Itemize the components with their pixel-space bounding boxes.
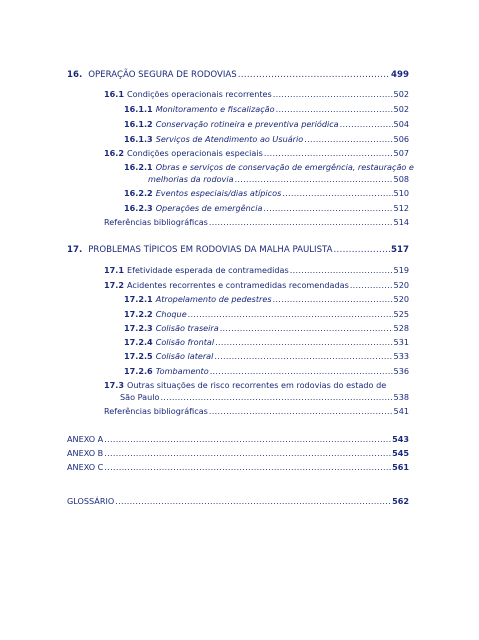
toc-entry-16-1-3[interactable]: [124, 134, 409, 145]
toc-entry-anexo-b[interactable]: [67, 448, 409, 459]
toc-entry-17-2-5[interactable]: [124, 351, 409, 362]
dot-leader: [238, 70, 390, 81]
entry-title: Colisão frontal: [155, 337, 215, 347]
entry-title: Monitoramento e fiscalização: [155, 104, 275, 114]
entry-title-cont: São Paulo: [120, 392, 160, 402]
entry-number: 16.2.1: [124, 162, 153, 172]
entry-title: GLOSSÁRIO: [67, 496, 115, 506]
toc-entry-16-1-2[interactable]: [124, 119, 409, 130]
toc-entry-chapter-16[interactable]: [67, 70, 409, 81]
toc-entry-17-2-6[interactable]: [124, 366, 409, 377]
dot-leader: [104, 462, 391, 473]
entry-title: Acidentes recorrentes e contramedidas recomendadas: [126, 280, 349, 290]
toc-entry-16-2-1-line1[interactable]: [124, 162, 414, 173]
entry-page: 506: [393, 134, 409, 144]
entry-title: ANEXO A: [67, 434, 104, 444]
toc-entry-glossario[interactable]: [67, 496, 409, 507]
entry-page: 502: [393, 89, 409, 99]
entry-number: 17.2.1: [124, 294, 153, 304]
dot-leader: [209, 406, 393, 417]
toc-entry-references-17[interactable]: [104, 406, 409, 417]
entry-title: Atropelamento de pedestres: [155, 294, 272, 304]
dot-leader: [282, 188, 392, 199]
entry-number: 17.1: [104, 265, 124, 275]
entry-number: 17.2.5: [124, 351, 153, 361]
entry-number: 16.1.3: [124, 134, 153, 144]
dot-leader: [304, 134, 392, 145]
entry-title: Eventos especiais/dias atípicos: [155, 188, 282, 198]
entry-page: 545: [392, 448, 409, 458]
entry-page: 538: [393, 392, 409, 402]
toc-entry-16-2-3[interactable]: [124, 203, 409, 214]
entry-title: PROBLEMAS TÍPICOS EM RODOVIAS DA MALHA PAULISTA: [88, 245, 333, 255]
dot-leader: [350, 280, 393, 291]
toc-entry-17-2[interactable]: [104, 280, 409, 291]
entry-title: Operações de emergência: [155, 203, 263, 213]
dot-leader: [209, 217, 393, 228]
entry-number: 16.1: [104, 89, 124, 99]
toc-entry-17-3[interactable]: [120, 392, 409, 403]
entry-page: 562: [392, 496, 409, 506]
toc-entry-anexo-c[interactable]: [67, 462, 409, 473]
toc-entry-17-2-2[interactable]: [124, 309, 409, 320]
dot-leader: [115, 496, 391, 507]
entry-page: 517: [391, 245, 409, 255]
entry-number: 17.2.2: [124, 309, 153, 319]
entry-page: 520: [393, 294, 409, 304]
entry-number: 16.1.1: [124, 104, 153, 114]
toc-entry-16-2[interactable]: [104, 148, 409, 159]
entry-number: 16.2: [104, 148, 124, 158]
dot-leader: [263, 203, 392, 214]
entry-number: 17.2: [104, 280, 124, 290]
entry-page: 499: [391, 70, 409, 80]
entry-title: Colisão traseira: [155, 323, 219, 333]
toc-entry-17-2-4[interactable]: [124, 337, 409, 348]
entry-title: ANEXO B: [67, 448, 104, 458]
entry-page: 507: [393, 148, 409, 158]
entry-title: Condições operacionais recorrentes: [126, 89, 272, 99]
entry-page: 512: [393, 203, 409, 213]
entry-title: Colisão lateral: [155, 351, 214, 361]
entry-title: Referências bibliográficas: [104, 406, 208, 416]
entry-title: Tombamento: [155, 366, 209, 376]
toc-entry-16-2-1[interactable]: [148, 174, 409, 185]
dot-leader: [104, 434, 391, 445]
entry-title: ANEXO C: [67, 462, 104, 472]
dot-leader: [188, 309, 393, 320]
toc-entry-chapter-17[interactable]: [67, 245, 409, 256]
entry-number: 16.: [67, 70, 83, 80]
entry-page: 561: [392, 462, 409, 472]
entry-number: 17.3: [104, 380, 124, 390]
entry-page: 533: [393, 351, 409, 361]
toc-entry-17-3-line1[interactable]: [104, 380, 386, 391]
entry-title: Condições operacionais especiais: [126, 148, 263, 158]
toc-entry-17-1[interactable]: [104, 265, 409, 276]
entry-title: Obras e serviços de conservação de emergência, restauração e: [155, 162, 414, 172]
entry-page: 543: [392, 434, 409, 444]
entry-number: 16.2.3: [124, 203, 153, 213]
entry-page: 502: [393, 104, 409, 114]
dot-leader: [235, 174, 393, 185]
entry-title-cont: melhorias da rodovia: [148, 174, 234, 184]
toc-entry-anexo-a[interactable]: [67, 434, 409, 445]
entry-page: 514: [393, 217, 409, 227]
toc-entry-16-1-1[interactable]: [124, 104, 409, 115]
toc-entry-16-2-2[interactable]: [124, 188, 409, 199]
entry-title: Outras situações de risco recorrentes em rodovias do estado de: [126, 380, 387, 390]
entry-number: 17.2.6: [124, 366, 153, 376]
entry-title: OPERAÇÃO SEGURA DE RODOVIAS: [88, 70, 237, 80]
toc-entry-16-1[interactable]: [104, 89, 409, 100]
toc-entry-17-2-1[interactable]: [124, 294, 409, 305]
entry-number: 16.2.2: [124, 188, 153, 198]
toc-entry-17-2-3[interactable]: [124, 323, 409, 334]
dot-leader: [276, 104, 393, 115]
entry-number: 17.: [67, 245, 83, 255]
entry-page: 508: [393, 174, 409, 184]
dot-leader: [160, 392, 392, 403]
entry-number: 17.2.4: [124, 337, 153, 347]
entry-title: Referências bibliográficas: [104, 217, 208, 227]
entry-page: 510: [393, 188, 409, 198]
entry-page: 525: [393, 309, 409, 319]
dot-leader: [215, 337, 392, 348]
entry-title: Choque: [155, 309, 187, 319]
dot-leader: [334, 245, 391, 256]
dot-leader: [264, 148, 393, 159]
entry-page: 541: [393, 406, 409, 416]
entry-number: 16.1.2: [124, 119, 153, 129]
dot-leader: [340, 119, 393, 130]
dot-leader: [273, 89, 393, 100]
dot-leader: [273, 294, 393, 305]
toc-entry-references-16[interactable]: [104, 217, 409, 228]
dot-leader: [290, 265, 393, 276]
entry-page: 531: [393, 337, 409, 347]
entry-number: 17.2.3: [124, 323, 153, 333]
entry-page: 504: [393, 119, 409, 129]
entry-page: 520: [393, 280, 409, 290]
entry-page: 536: [393, 366, 409, 376]
entry-title: Efetividade esperada de contramedidas: [126, 265, 289, 275]
entry-page: 519: [393, 265, 409, 275]
dot-leader: [210, 366, 393, 377]
dot-leader: [214, 351, 392, 362]
entry-title: Conservação rotineira e preventiva periódica: [155, 119, 339, 129]
dot-leader: [104, 448, 391, 459]
entry-page: 528: [393, 323, 409, 333]
entry-title: Serviços de Atendimento ao Usuário: [155, 134, 304, 144]
dot-leader: [220, 323, 393, 334]
